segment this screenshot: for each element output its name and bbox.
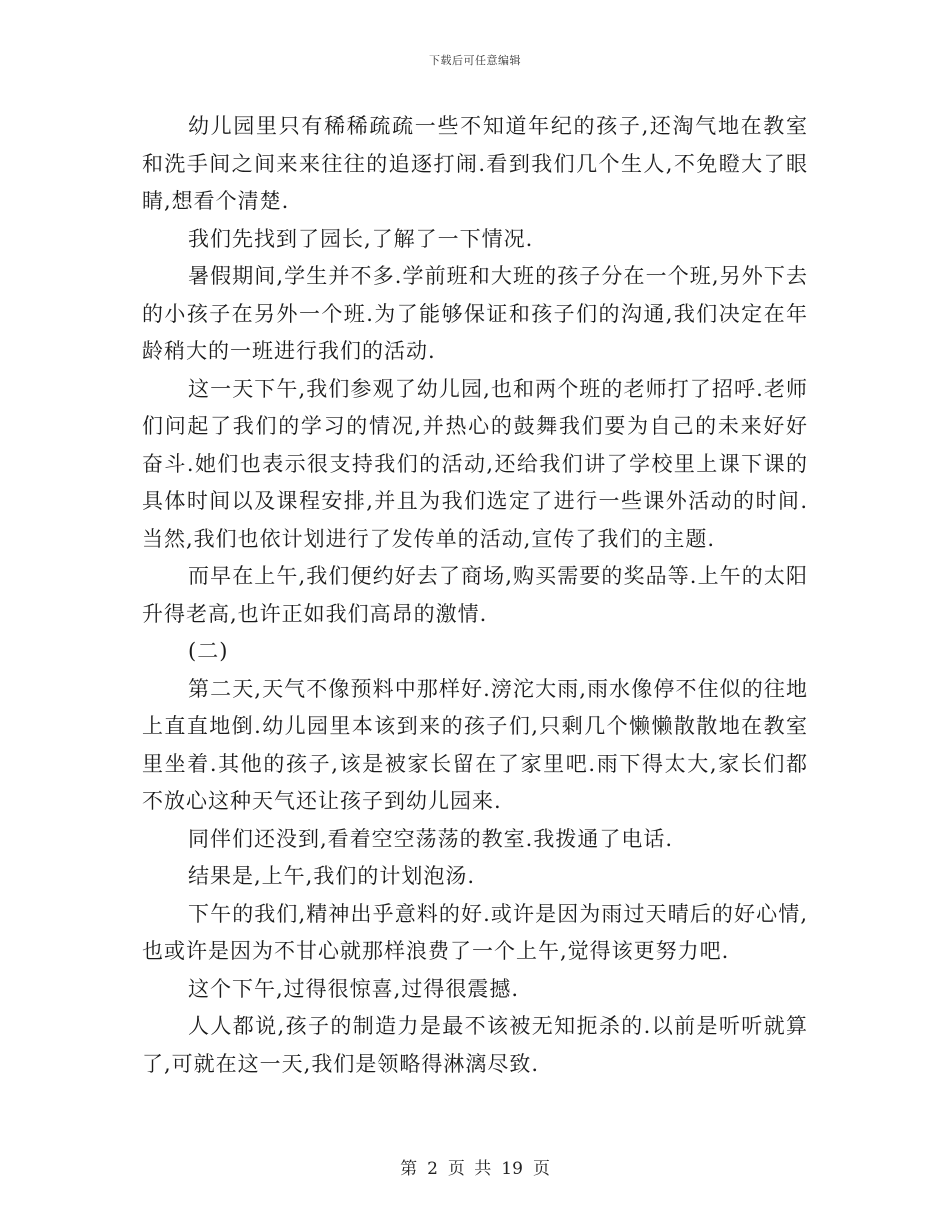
current-page: 2 [427,1159,438,1179]
total-pages: 19 [501,1159,523,1179]
paragraph-5: 而早在上午,我们便约好去了商场,购买需要的奖品等.上午的太阳升得老高,也许正如我们高昂的激情. [142,564,808,626]
paragraph-4: 这一天下午,我们参观了幼儿园,也和两个班的老师打了招呼.老师们问起了我们的学习的情况,并热心的鼓舞我们要为自己的未来好好奋斗.她们也表示很支持我们的活动,还给我们讲了学校里上课下课的具体时间以及课程安排,并且为我们选定了进行一些课外活动的时间.当然,我们也依计划进行了发传单的活动,宣传了我们的主题. [142,376,808,551]
paragraph-7: 同伴们还没到,看着空空荡荡的教室.我拨通了电话. [188,826,674,851]
paragraph-1: 幼儿园里只有稀稀疏疏一些不知道年纪的孩子,还淘气地在教室和洗手间之间来来往往的追逐打闹.看到我们几个生人,不免瞪大了眼睛,想看个清楚. [142,114,808,213]
paragraph-11: 人人都说,孩子的制造力是最不该被无知扼杀的.以前是听听就算了,可就在这一天,我们是领略得淋漓尽致. [142,1014,808,1076]
section-heading: (二) [188,639,229,663]
page-suffix: 页 [532,1159,550,1179]
page-middle: 页 共 [447,1159,492,1179]
document-body [142,108,808,1083]
paragraph-6: 第二天,天气不像预料中那样好.滂沱大雨,雨水像停不住似的往地上直直地倒.幼儿园里本该到来的孩子们,只剩几个懒懒散散地在教室里坐着.其他的孩子,该是被家长留在了家里吧.雨下得太大,家长们都不放心这种天气还让孩子到幼儿园来. [142,676,808,813]
paragraph-3: 暑假期间,学生并不多.学前班和大班的孩子分在一个班,另外下去的小孩子在另外一个班.为了能够保证和孩子们的沟通,我们决定在年龄稍大的一班进行我们的活动. [142,264,808,363]
paragraph-8: 结果是,上午,我们的计划泡汤. [188,864,476,888]
page-prefix: 第 [400,1159,418,1179]
page-header-note: 下载后可任意编辑 [429,54,521,67]
page-number [0,1154,950,1179]
paragraph-9: 下午的我们,精神出乎意料的好.或许是因为雨过天晴后的好心情,也或许是因为不甘心就那样浪费了一个上午,觉得该更努力吧. [142,901,808,963]
paragraph-10: 这个下午,过得很惊喜,过得很震撼. [188,976,520,1001]
paragraph-2: 我们先找到了园长,了解了一下情况. [188,226,534,251]
